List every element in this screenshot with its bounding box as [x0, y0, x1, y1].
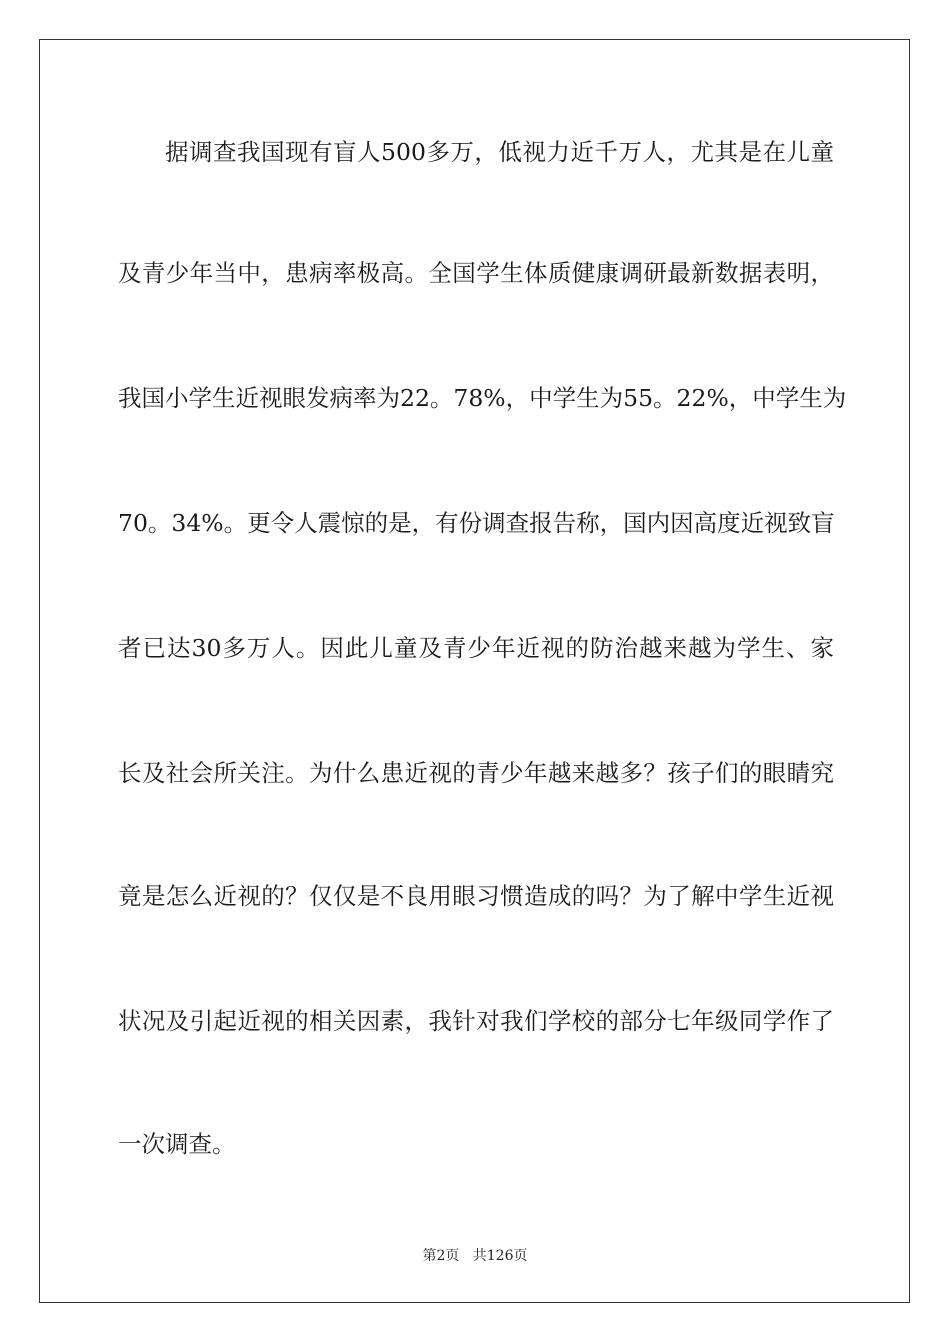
text-line-6: 长及社会所关注。为什么患近视的青少年越来越多？孩子们的眼睛究: [118, 759, 834, 787]
text-line-3: 我国小学生近视眼发病率为22。78%，中学生为55。22%，中学生为: [118, 384, 847, 412]
text-line-8: 状况及引起近视的相关因素，我针对我们学校的部分七年级同学作了: [118, 1007, 834, 1035]
text-line-5: 者已达30多万人。因此儿童及青少年近视的防治越来越为学生、家: [118, 634, 834, 662]
text-line-4: 70。34%。更令人震惊的是，有份调查报告称，国内因高度近视致盲: [118, 509, 835, 537]
text-line-9: 一次调查。: [118, 1130, 236, 1158]
text-line-2: 及青少年当中，患病率极高。全国学生体质健康调研最新数据表明，: [118, 259, 834, 287]
page-number: 第2页: [422, 1248, 460, 1264]
page-footer: [0, 1247, 950, 1265]
text-line-7: 竟是怎么近视的？仅仅是不良用眼习惯造成的吗？为了解中学生近视: [118, 882, 834, 910]
total-pages: 共126页: [472, 1248, 528, 1264]
text-line-1: 据调查我国现有盲人500多万，低视力近千万人，尤其是在儿童: [165, 138, 834, 166]
page-border: [39, 39, 910, 1303]
